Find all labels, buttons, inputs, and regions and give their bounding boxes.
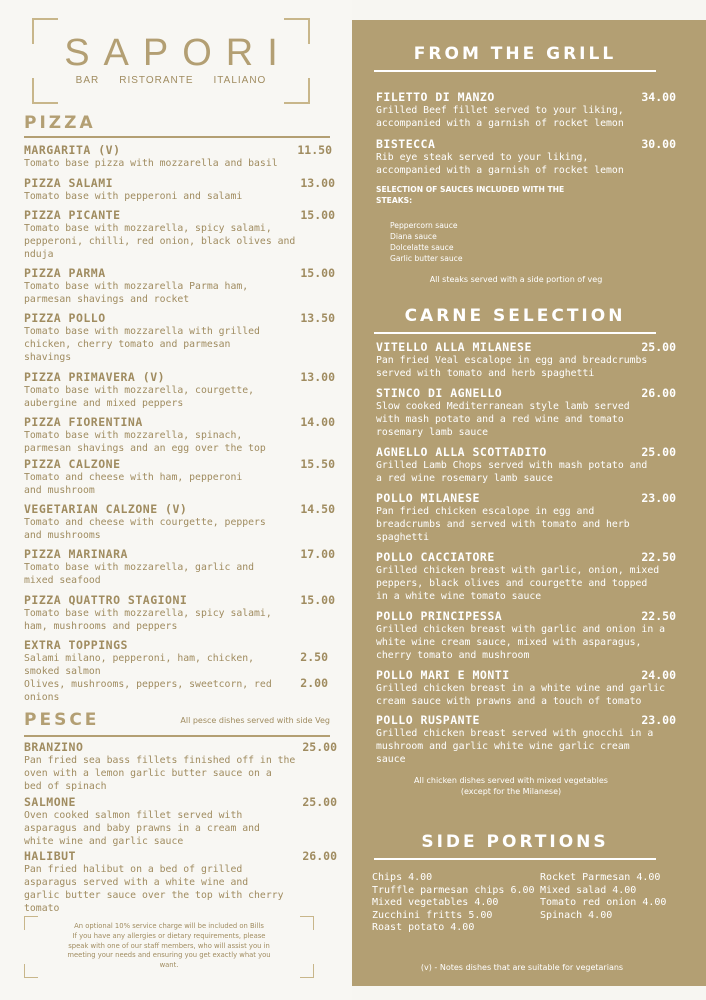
- item-name: VEGETARIAN CALZONE (V): [24, 502, 188, 516]
- item-desc: shavings: [24, 352, 72, 363]
- item-name: PIZZA PARMA: [24, 266, 106, 280]
- menu-item: [376, 445, 676, 485]
- logo-sub-ristorante: RISTORANTE: [119, 75, 194, 86]
- item-name: HALIBUT: [24, 849, 76, 863]
- item-price: 25.00: [302, 740, 337, 754]
- menu-item: [376, 609, 676, 662]
- sauces-title: [376, 184, 676, 206]
- item-price: 15.00: [300, 593, 335, 607]
- item-desc: Tomato base pizza with mozzarella and basil: [24, 158, 278, 169]
- sauces-list: [390, 220, 463, 264]
- item-desc: Grilled chicken breast in a white wine and garlic: [376, 683, 666, 694]
- menu-item: [376, 386, 676, 439]
- item-desc: mushroom and garlic white wine garlic cream: [376, 741, 630, 752]
- item-desc: nduja: [24, 249, 54, 260]
- item-desc: chicken, cherry tomato and parmesan: [24, 339, 231, 350]
- item-name: PIZZA FIORENTINA: [24, 415, 143, 429]
- menu-item: [24, 457, 335, 497]
- item-desc: Pan fried chicken escalope in egg and: [376, 506, 595, 517]
- item-desc: rosemary lamb sauce: [376, 427, 489, 438]
- item-desc: garlic butter sauce over the top with cherry: [24, 890, 284, 901]
- item-desc: peppers, black olives and courgette and topped: [376, 578, 648, 589]
- sides-col-2: [540, 872, 666, 922]
- side-item: Roast potato 4.00: [372, 922, 475, 934]
- item-desc: aubergine and mixed peppers: [24, 398, 184, 409]
- logo-title: SAPORI: [64, 32, 292, 74]
- grill-note: All steaks served with a side portion of veg: [429, 275, 603, 284]
- item-desc: Oven cooked salmon fillet served with: [24, 810, 243, 821]
- item-name: PIZZA POLLO: [24, 311, 106, 325]
- item-price: 15.00: [300, 266, 335, 280]
- item-desc: parmesan shavings and an egg over the top: [24, 443, 266, 454]
- service-note-line: If you have any allergies or dietary requirements, please: [72, 931, 266, 940]
- item-desc: spaghetti: [376, 532, 430, 543]
- logo: [32, 18, 310, 104]
- item-price: 26.00: [302, 849, 337, 863]
- item-price: 11.50: [297, 143, 332, 157]
- item-name: PIZZA SALAMI: [24, 176, 114, 190]
- item-desc: Rib eye steak served to your liking,: [376, 152, 589, 163]
- extra-toppings: [24, 638, 328, 704]
- item-name: PIZZA PICANTE: [24, 208, 121, 222]
- service-note-line: An optional 10% service charge will be included on Bills: [74, 922, 264, 930]
- item-price: 22.50: [641, 609, 676, 623]
- pizza-title: PIZZA: [24, 113, 96, 133]
- item-price: 22.50: [641, 550, 676, 564]
- item-desc: Tomato and cheese with ham, pepperoni: [24, 472, 243, 483]
- item-desc: sauce: [376, 754, 406, 765]
- sides-section-header: [374, 832, 656, 860]
- sauce-item: Peppercorn sauce: [390, 221, 458, 230]
- menu-item: [376, 491, 676, 544]
- item-name: STINCO DI AGNELLO: [376, 386, 503, 400]
- logo-subtitle: [32, 75, 310, 86]
- item-desc: and mushroom: [24, 485, 95, 496]
- item-desc: Tomato base with mozzarella, courgette,: [24, 385, 255, 396]
- item-desc: Tomato base with mozzarella, garlic and: [24, 562, 255, 573]
- item-name: PIZZA MARINARA: [24, 547, 128, 561]
- carne-note-line: (except for the Milanese): [460, 787, 562, 796]
- sauces-title-line: STEAKS:: [376, 196, 413, 205]
- logo-sub-italiano: ITALIANO: [213, 75, 267, 86]
- item-desc: Tomato base with mozzarella Parma ham,: [24, 281, 249, 292]
- menu-item: [24, 176, 335, 203]
- item-desc: cream sauce with prawns and a touch of tomato: [376, 696, 642, 707]
- item-price: 25.00: [641, 340, 676, 354]
- service-note-line: want.: [159, 961, 179, 970]
- item-price: 23.00: [641, 713, 676, 727]
- item-desc: Grilled Lamb Chops served with mash potato and: [376, 460, 648, 471]
- menu-item: [24, 208, 335, 261]
- item-desc: oven with a lemon garlic butter sauce on a: [24, 768, 272, 779]
- item-name: VITELLO ALLA MILANESE: [376, 340, 532, 354]
- item-price: 17.00: [300, 547, 335, 561]
- sides-title: SIDE PORTIONS: [421, 832, 609, 852]
- item-desc: Tomato base with pepperoni and salami: [24, 191, 243, 202]
- menu-item: [376, 137, 676, 177]
- item-name: BISTECCA: [376, 137, 436, 151]
- item-desc: ham, mushrooms and peppers: [24, 621, 178, 632]
- extras-title: EXTRA TOPPINGS: [24, 638, 128, 652]
- menu-item: [376, 668, 676, 708]
- item-price: 14.50: [300, 502, 335, 516]
- item-desc: Grilled chicken breast served with gnocchi in a: [376, 728, 654, 739]
- menu-item: [24, 415, 335, 455]
- pesce-note: All pesce dishes served with side Veg: [180, 716, 330, 725]
- pesce-title: PESCE: [24, 710, 100, 730]
- menu-item: [24, 370, 335, 410]
- menu-item: [376, 550, 676, 603]
- menu-item: [24, 266, 335, 306]
- item-desc: Tomato and cheese with courgette, peppers: [24, 517, 266, 528]
- item-desc: Pan fried halibut on a bed of grilled: [24, 864, 243, 875]
- menu-item: [24, 593, 335, 633]
- item-desc: served with tomato and herb spaghetti: [376, 368, 595, 379]
- veg-footnote: (v) - Notes dishes that are suitable for vegetarians: [420, 963, 624, 972]
- item-desc: Pan fried sea bass fillets finished off in the: [24, 755, 296, 766]
- extras-line: [24, 652, 328, 678]
- item-desc: Tomato base with mozzarella with grilled: [24, 326, 260, 337]
- item-desc: Salami milano, pepperoni, ham, chicken,: [24, 653, 255, 664]
- item-price: 13.50: [300, 311, 335, 325]
- divider: [24, 136, 330, 138]
- item-desc: pepperoni, chilli, red onion, black olives and: [24, 236, 296, 247]
- extras-line: [24, 678, 328, 704]
- item-desc: asparagus served with a white wine and: [24, 877, 249, 888]
- item-desc: Grilled chicken breast with garlic and onion in a: [376, 624, 666, 635]
- item-desc: bed of spinach: [24, 781, 107, 792]
- item-name: BRANZINO: [24, 740, 84, 754]
- item-desc: Grilled chicken breast with garlic, onion, mixed: [376, 565, 660, 576]
- item-price: 23.00: [641, 491, 676, 505]
- side-item: Zucchini fritts 5.00: [372, 909, 493, 921]
- side-item: Mixed vegetables 4.00: [372, 897, 499, 909]
- left-panel: [0, 0, 352, 1000]
- menu-item: [376, 90, 676, 130]
- item-desc: Tomato base with mozzarella, spinach,: [24, 430, 243, 441]
- item-desc: Grilled Beef fillet served to your liking,: [376, 105, 624, 116]
- ornament-corner: [24, 964, 38, 978]
- item-desc: Tomato base with mozzarella, spicy salami,: [24, 608, 272, 619]
- side-item: Tomato red onion 4.00: [540, 897, 667, 909]
- item-price: 15.00: [300, 208, 335, 222]
- menu-item: [376, 340, 676, 380]
- item-desc: white wine cream sauce, mixed with asparagus,: [376, 637, 642, 648]
- item-desc: parmesan shavings and rocket: [24, 294, 190, 305]
- side-item: Truffle parmesan chips 6.00: [372, 884, 535, 896]
- service-note-line: speak with one of our staff members, who will assist you in: [68, 941, 270, 950]
- carne-section-header: [374, 306, 656, 334]
- ornament-corner: [24, 916, 38, 930]
- menu-item: [24, 143, 332, 170]
- item-desc: mixed seafood: [24, 575, 101, 586]
- item-price: 25.00: [302, 795, 337, 809]
- carne-note-line: All chicken dishes served with mixed vegetables: [414, 776, 608, 785]
- pesce-section-header: [24, 710, 330, 737]
- divider: [24, 735, 330, 737]
- item-desc: a red wine rosemary lamb sauce: [376, 473, 553, 484]
- divider: [374, 858, 656, 860]
- item-price: 34.00: [641, 90, 676, 104]
- item-name: POLLO MILANESE: [376, 491, 480, 505]
- service-note-box: [24, 916, 314, 978]
- item-price: 25.00: [641, 445, 676, 459]
- item-desc: in a white wine tomato sauce: [376, 591, 542, 602]
- side-item: Chips 4.00: [372, 872, 433, 883]
- sauce-item: Garlic butter sauce: [390, 254, 463, 263]
- item-desc: Tomato base with mozzarella, spicy salami,: [24, 223, 272, 234]
- side-item: Rocket Parmesan 4.00: [540, 872, 661, 883]
- item-desc: smoked salmon: [24, 666, 101, 677]
- item-name: SALMONE: [24, 795, 76, 809]
- menu-item: [24, 849, 337, 915]
- item-desc: Olives, mushrooms, peppers, sweetcorn, red: [24, 679, 272, 690]
- item-desc: asparagus and baby prawns in a cream and: [24, 823, 260, 834]
- item-desc: white wine and garlic sauce: [24, 836, 184, 847]
- service-note-line: meeting your needs and ensuring you get exactly what you: [67, 951, 271, 960]
- item-desc: accompanied with a garnish of rocket lemon: [376, 165, 624, 176]
- sauces-title-line: SELECTION OF SAUCES INCLUDED WITH THE: [376, 185, 565, 194]
- side-item: Spinach 4.00: [540, 909, 613, 921]
- sauce-item: Dolcelatte sauce: [390, 243, 454, 252]
- item-desc: cherry tomato and mushroom: [376, 650, 530, 661]
- side-item: Mixed salad 4.00: [540, 884, 637, 896]
- menu-item: [24, 311, 335, 364]
- item-desc: Pan fried Veal escalope in egg and breadcrumbs: [376, 355, 648, 366]
- item-name: POLLO MARI E MONTI: [376, 668, 510, 682]
- item-price: 13.00: [300, 370, 335, 384]
- menu-item: [24, 502, 335, 542]
- item-desc: accompanied with a garnish of rocket lemon: [376, 118, 624, 129]
- item-name: PIZZA CALZONE: [24, 457, 121, 471]
- pizza-section-header: [24, 113, 330, 138]
- item-price: 15.50: [300, 457, 335, 471]
- grill-title: FROM THE GRILL: [413, 44, 617, 64]
- item-price: 26.00: [641, 386, 676, 400]
- right-panel: [352, 20, 706, 986]
- item-name: PIZZA QUATTRO STAGIONI: [24, 593, 188, 607]
- item-desc: with mash potato and a red wine and tomato: [376, 414, 624, 425]
- item-price: 2.50: [300, 650, 328, 664]
- item-price: 2.00: [300, 676, 328, 690]
- sides-col-1: [372, 872, 535, 935]
- item-name: MARGARITA (V): [24, 143, 121, 157]
- item-price: 13.00: [300, 176, 335, 190]
- item-price: 14.00: [300, 415, 335, 429]
- item-desc: tomato: [24, 903, 60, 914]
- service-note: [40, 922, 298, 971]
- item-name: POLLO PRINCIPESSA: [376, 609, 503, 623]
- item-desc: and mushrooms: [24, 530, 101, 541]
- item-desc: breadcrumbs and served with tomato and herb: [376, 519, 630, 530]
- menu-item: [376, 713, 676, 766]
- menu-item: [24, 740, 337, 793]
- divider: [374, 70, 656, 72]
- sauce-item: Diana sauce: [390, 232, 437, 241]
- grill-section-header: [374, 44, 656, 72]
- menu-item: [24, 795, 337, 848]
- carne-title: CARNE SELECTION: [404, 306, 626, 326]
- item-price: 24.00: [641, 668, 676, 682]
- item-desc: Slow cooked Mediterranean style lamb served: [376, 401, 630, 412]
- item-name: POLLO RUSPANTE: [376, 713, 480, 727]
- item-desc: onions: [24, 692, 60, 703]
- item-name: POLLO CACCIATORE: [376, 550, 495, 564]
- menu-item: [24, 547, 335, 587]
- logo-sub-bar: BAR: [75, 75, 100, 86]
- divider: [374, 332, 656, 334]
- item-name: AGNELLO ALLA SCOTTADITO: [376, 445, 547, 459]
- ornament-corner: [300, 916, 314, 930]
- item-price: 30.00: [641, 137, 676, 151]
- ornament-corner: [300, 964, 314, 978]
- carne-note: [376, 775, 646, 797]
- item-name: FILETTO DI MANZO: [376, 90, 495, 104]
- item-name: PIZZA PRIMAVERA (V): [24, 370, 166, 384]
